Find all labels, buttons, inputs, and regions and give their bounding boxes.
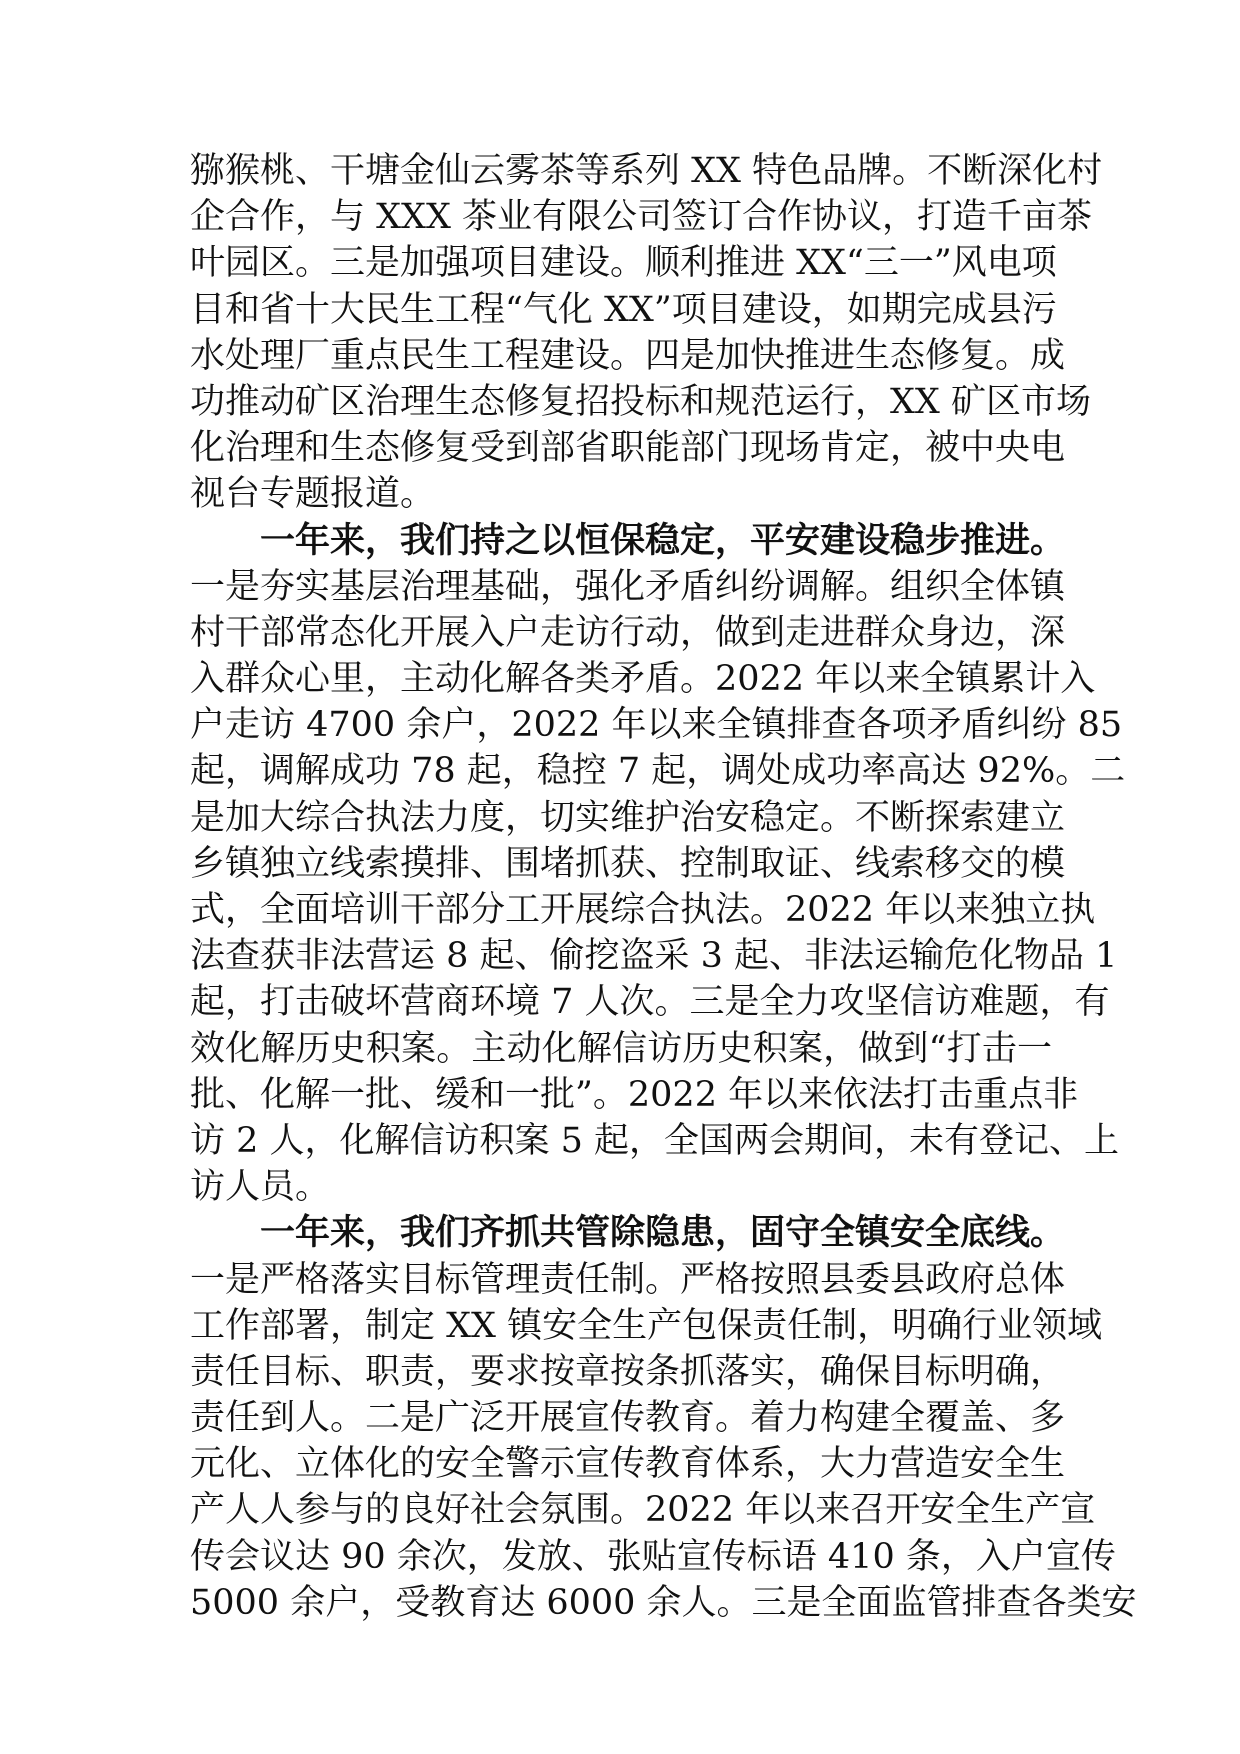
text-line: 元化、立体化的安全警示宣传教育体系，大力营造安全生: [190, 1444, 1066, 1485]
document-page: [190, 148, 1137, 1626]
text-line: 法查获非法营运 8 起、偷挖盗采 3 起、非法运输危化物品 1: [190, 936, 1118, 977]
text-line: 责任到人。二是广泛开展宣传教育。着力构建全覆盖、多: [190, 1398, 1066, 1439]
text-line: 企合作，与 XXX 茶业有限公司签订合作协议，打造千亩茶: [190, 197, 1093, 238]
text-line: 化治理和生态修复受到部省职能部门现场肯定，被中央电: [190, 428, 1066, 469]
text-line: 批、化解一批、缓和一批”。2022 年以来依法打击重点非: [190, 1074, 1079, 1115]
section-heading: 一年来，我们持之以恒保稳定，平安建设稳步推进。: [260, 520, 1066, 561]
text-line: 入群众心里，主动化解各类矛盾。2022 年以来全镇累计入: [190, 659, 1096, 700]
text-line: 产人人参与的良好社会氛围。2022 年以来召开安全生产宣: [190, 1490, 1096, 1531]
text-line: 户走访 4700 余户，2022 年以来全镇排查各项矛盾纠纷 85: [190, 705, 1123, 746]
text-line: 责任目标、职责，要求按章按条抓落实，确保目标明确，: [190, 1351, 1066, 1392]
text-line: 效化解历史积案。主动化解信访历史积案，做到“打击一: [190, 1028, 1052, 1069]
text-line: 式，全面培训干部分工开展综合执法。2022 年以来独立执: [190, 890, 1096, 930]
text-line: 工作部署，制定 XX 镇安全生产包保责任制，明确行业领域: [190, 1305, 1103, 1346]
text-line: 水处理厂重点民生工程建设。四是加快推进生态修复。成: [190, 335, 1066, 376]
text-line: 5000 余户，受教育达 6000 余人。三是全面监管排查各类安: [190, 1582, 1137, 1623]
text-line: 功推动矿区治理生态修复招投标和规范运行，XX 矿区市场: [190, 381, 1091, 422]
text-line: 乡镇独立线索摸排、围堵抓获、控制取证、线索移交的模: [190, 843, 1066, 884]
text-line: 是加大综合执法力度，切实维护治安稳定。不断探索建立: [190, 797, 1066, 838]
text-line: 村干部常态化开展入户走访行动，做到走进群众身边，深: [190, 612, 1066, 653]
text-line: 访人员。: [190, 1167, 331, 1208]
text-line: 起，调解成功 78 起，稳控 7 起，调处成功率高达 92%。二: [190, 751, 1126, 792]
text-line: 猕猴桃、干塘金仙云雾茶等系列 XX 特色品牌。不断深化村: [190, 151, 1103, 191]
text-line: 目和省十大民生工程“气化 XX”项目建设，如期完成县污: [190, 289, 1057, 330]
paragraph-1: [190, 148, 1103, 518]
text-line: 起，打击破坏营商环境 7 人次。三是全力攻坚信访难题，有: [190, 982, 1110, 1023]
text-line: 一是严格落实目标管理责任制。严格按照县委县政府总体: [190, 1259, 1066, 1300]
text-line: 一是夯实基层治理基础，强化矛盾纠纷调解。组织全体镇: [190, 566, 1066, 607]
text-line: 访 2 人，化解信访积案 5 起，全国两会期间，未有登记、上: [190, 1120, 1120, 1161]
section-heading: 一年来，我们齐抓共管除隐患，固守全镇安全底线。: [260, 1213, 1066, 1254]
paragraph-3: [190, 1210, 1137, 1626]
text-line: 叶园区。三是加强项目建设。顺利推进 XX“三一”风电项: [190, 243, 1057, 284]
text-line: 视台专题报道。: [190, 474, 436, 515]
text-line: 传会议达 90 余次，发放、张贴宣传标语 410 条，入户宣传: [190, 1536, 1116, 1577]
paragraph-2: [190, 518, 1126, 1211]
